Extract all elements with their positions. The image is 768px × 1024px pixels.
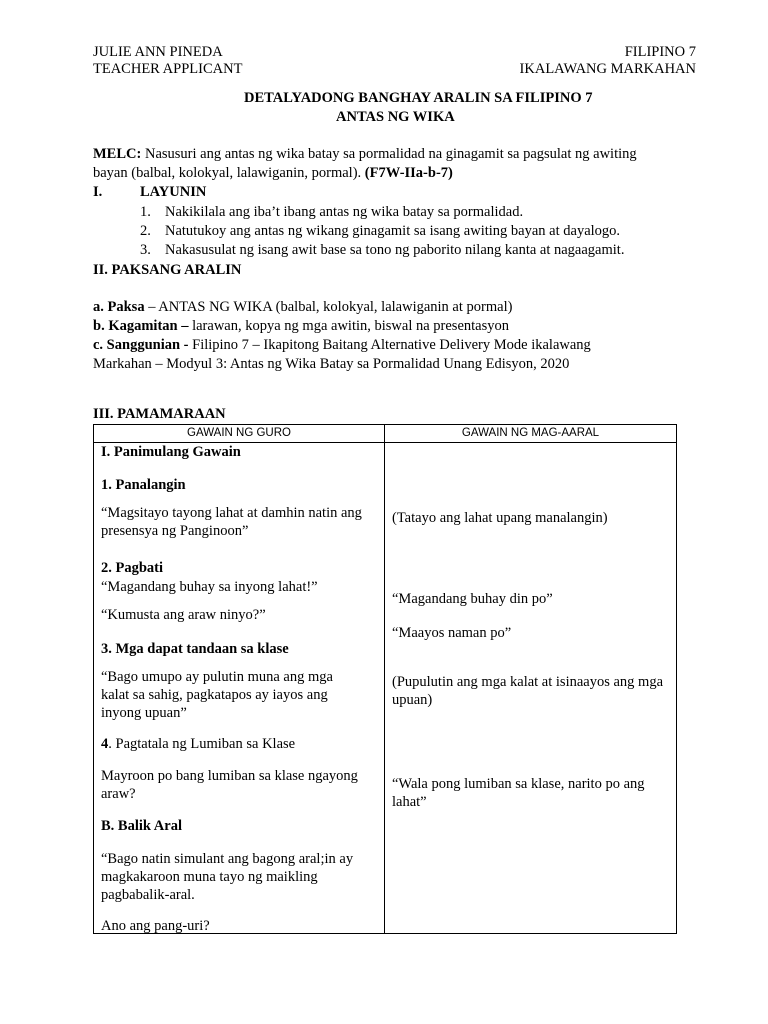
column-header-mag-aaral: GAWAIN NG MAG-AARAL	[385, 425, 677, 443]
sanggunian-text-1: Filipino 7 – Ikapitong Baitang Alternative Delivery Mode ikalawang	[188, 337, 591, 353]
paksa-text: – ANTAS NG WIKA (balbal, kolokyal, lalawiganin at pormal)	[144, 299, 513, 315]
pupulutin-response: (Pupulutin ang mga kalat at isinaayos ang mga upuan)	[392, 674, 664, 708]
paksa-label: a. Paksa	[93, 299, 145, 315]
item-text: Natutukoy ang antas ng wikang ginagamit sa isang awiting bayan at dayalogo.	[165, 223, 621, 239]
layunin-heading: LAYUNIN	[140, 184, 207, 200]
quarter-label: IKALAWANG MARKAHAN	[519, 61, 696, 77]
teacher-name: JULIE ANN PINEDA	[93, 44, 223, 60]
lumiban-text: Mayroon po bang lumiban sa klase ngayong araw?	[101, 768, 358, 802]
layunin-roman: I.	[93, 184, 103, 200]
panimulang-gawain-heading: I. Panimulang Gawain	[101, 444, 241, 460]
melc-label: MELC:	[93, 146, 142, 162]
item-number: 2.	[140, 223, 151, 239]
pagbati-heading: 2. Pagbati	[101, 560, 164, 576]
maayos-response: “Maayos naman po”	[392, 625, 512, 641]
melc-code: (F7W-IIa-b-7)	[364, 165, 453, 181]
tatayo-response: (Tatayo ang lahat upang manalangin)	[392, 510, 608, 526]
tandaan-heading: 3. Mga dapat tandaan sa klase	[101, 641, 289, 657]
kagamitan-text: larawan, kopya ng mga awitin, biswal na presentasyon	[188, 318, 509, 334]
lumiban-label: . Pagtatala ng Lumiban sa Klase	[108, 736, 296, 752]
subject-label: FILIPINO 7	[624, 44, 696, 60]
document-subtitle: ANTAS NG WIKA	[336, 109, 455, 125]
balik-aral-question: Ano ang pang-uri?	[101, 918, 210, 934]
melc-text-2: bayan (balbal, kolokyal, lalawiganin, pormal).	[93, 165, 365, 181]
balik-aral-text: “Bago natin simulant ang bagong aral;in ay magkakaroon muna tayo ng maikling pagbabalik-aral.	[101, 851, 354, 903]
mag-aaral-column	[385, 443, 677, 934]
panalangin-heading: 1. Panalangin	[101, 477, 186, 493]
paksang-aralin-heading: II. PAKSANG ARALIN	[93, 262, 242, 278]
pagbati-text-2: “Kumusta ang araw ninyo?”	[101, 607, 266, 623]
panalangin-text: “Magsitayo tayong lahat at damhin natin ang presensya ng Panginoon”	[101, 505, 362, 539]
sanggunian-line-2: Markahan – Modyul 3: Antas ng Wika Batay sa Pormalidad Unang Edisyon, 2020	[93, 356, 570, 372]
layunin-item	[140, 222, 620, 241]
melc-line-2	[93, 164, 453, 183]
sanggunian-line	[93, 336, 591, 355]
teacher-role: TEACHER APPLICANT	[93, 61, 243, 77]
pagbati-text-1: “Magandang buhay sa inyong lahat!”	[101, 579, 318, 595]
layunin-item	[140, 241, 624, 260]
sanggunian-label: c. Sanggunian -	[93, 337, 189, 353]
kagamitan-line	[93, 317, 509, 336]
wala-lumiban-response: “Wala pong lumiban sa klase, narito po ang lahat”	[392, 776, 645, 810]
layunin-item	[140, 203, 523, 222]
buhay-response: “Magandang buhay din po”	[392, 591, 553, 607]
guro-column	[94, 443, 385, 934]
melc-line-1	[93, 145, 637, 164]
item-number: 1.	[140, 204, 151, 220]
tandaan-text: “Bago umupo ay pulutin muna ang mga kalat sa sahig, pagkatapos ay iayos ang inyong upuan”	[101, 669, 333, 721]
document-title: DETALYADONG BANGHAY ARALIN SA FILIPINO 7	[244, 90, 593, 106]
pamamaraan-heading: III. PAMAMARAAN	[93, 406, 226, 422]
column-header-guro: GAWAIN NG GURO	[94, 425, 385, 443]
item-text: Nakikilala ang iba’t ibang antas ng wika batay sa pormalidad.	[165, 204, 524, 220]
pamamaraan-table	[93, 424, 677, 934]
melc-text-1: Nasusuri ang antas ng wika batay sa pormalidad na ginagamit sa pagsulat ng awiting	[141, 146, 637, 162]
item-text: Nakasusulat ng isang awit base sa tono ng paborito nilang kanta at nagaagamit.	[165, 242, 625, 258]
paksa-line	[93, 298, 512, 317]
kagamitan-label: b. Kagamitan –	[93, 318, 189, 334]
item-number: 3.	[140, 242, 151, 258]
balik-aral-heading: B. Balik Aral	[101, 818, 182, 834]
lumiban-number: 4	[101, 736, 109, 752]
lumiban-heading	[101, 735, 381, 753]
